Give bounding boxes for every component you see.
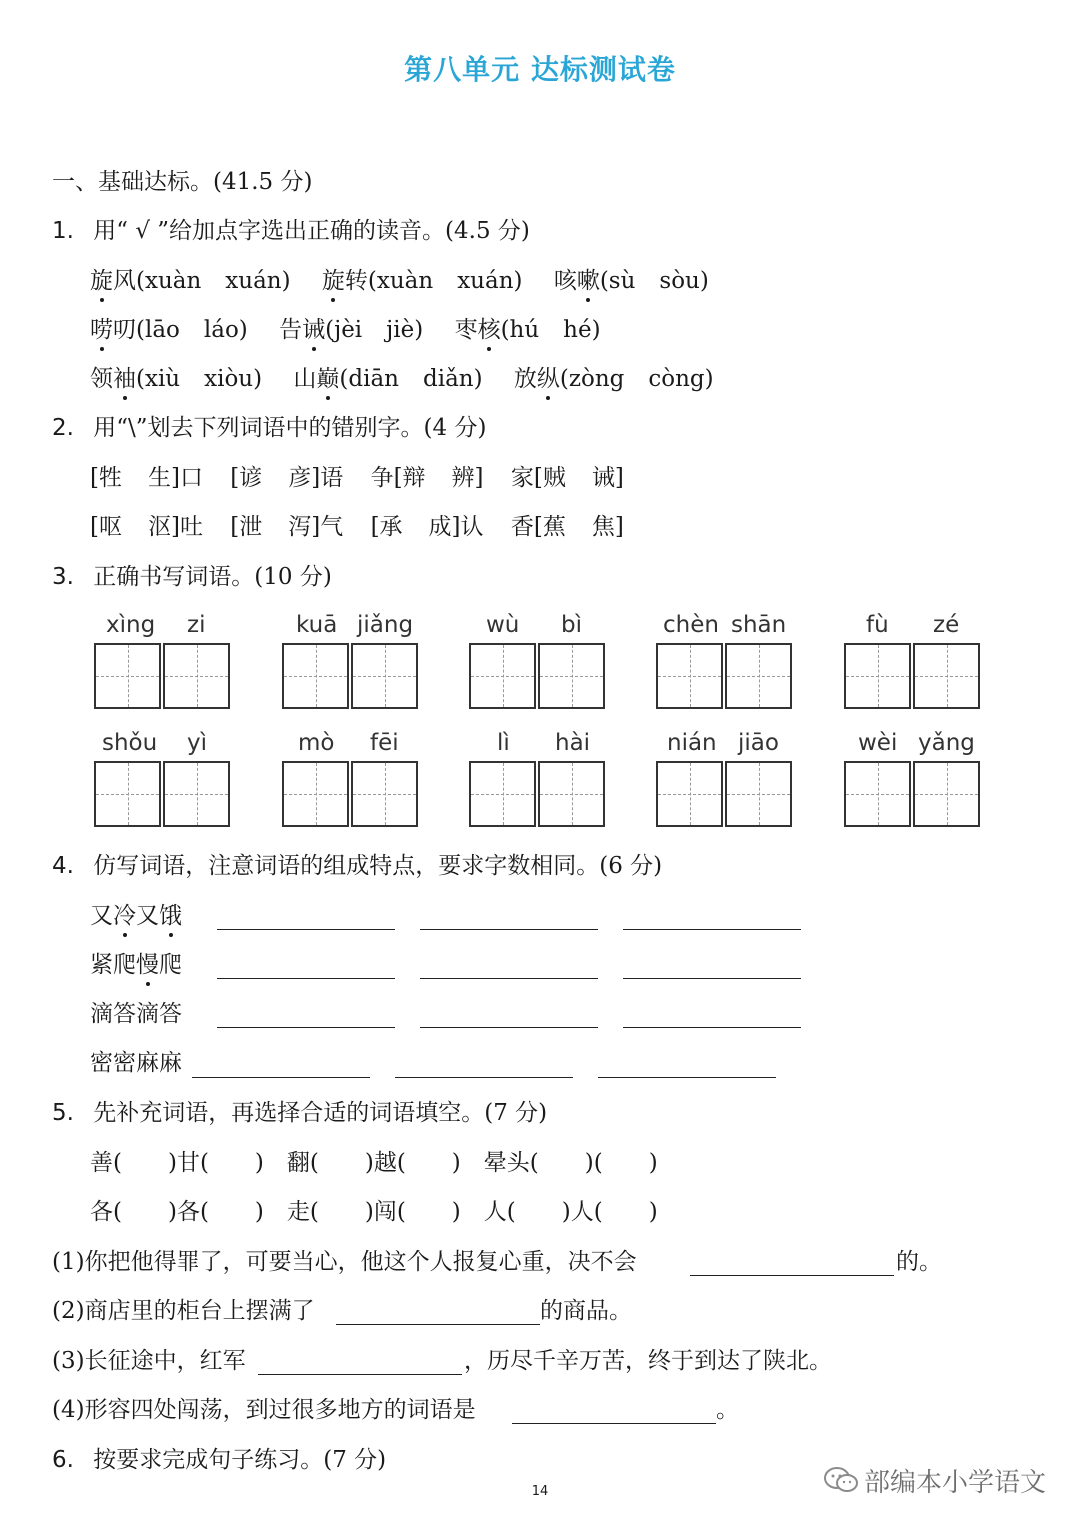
section-heading: 一、基础达标。(41.5 分) bbox=[52, 169, 313, 195]
q2-item: 沤]吐 bbox=[147, 514, 203, 540]
q2-item: 争[辩 bbox=[370, 465, 426, 491]
question-text: 仿写词语，注意词语的组成特点，要求字数相同。(6 分) bbox=[93, 853, 663, 879]
answer-blank[interactable] bbox=[420, 929, 598, 930]
q5-sentence-1b: 的。 bbox=[896, 1249, 942, 1275]
q1-row-2 bbox=[90, 314, 601, 346]
pinyin-label: yì bbox=[187, 730, 208, 756]
writing-grid[interactable] bbox=[469, 761, 536, 827]
page-title: 第八单元 达标测试卷 bbox=[404, 53, 676, 86]
pinyin-label: wù bbox=[486, 612, 520, 638]
q5-row-2: 各( )各( ) 走( )闯( ) 人( )人( ) bbox=[90, 1199, 658, 1225]
writing-grid[interactable] bbox=[913, 761, 980, 827]
question-text: 先补充词语，再选择合适的词语填空。(7 分) bbox=[93, 1100, 548, 1126]
pinyin-label: fù bbox=[866, 612, 889, 638]
pinyin-label: zi bbox=[187, 612, 206, 638]
pinyin-label: kuā bbox=[296, 612, 338, 638]
q1-item: 旋风(xuàn xuán) bbox=[90, 268, 291, 294]
answer-blank[interactable] bbox=[217, 1027, 395, 1028]
pinyin-label: mò bbox=[298, 730, 335, 756]
q5-sentence-4b: 。 bbox=[716, 1397, 739, 1423]
pinyin-label: jiāo bbox=[738, 730, 779, 756]
question-text: 正确书写词语。(10 分) bbox=[93, 564, 332, 590]
question-number: 5. bbox=[52, 1100, 74, 1126]
writing-grid[interactable] bbox=[351, 643, 418, 709]
q1-item: 山巅(diān diǎn) bbox=[293, 366, 482, 392]
q2-item: 家[贼 bbox=[510, 465, 566, 491]
writing-grid[interactable] bbox=[844, 643, 911, 709]
question-number: 6. bbox=[52, 1447, 74, 1473]
example-word: 又冷又饿 bbox=[90, 900, 182, 932]
question-5 bbox=[52, 1097, 547, 1129]
watermark-text: 部编本小学语文 bbox=[863, 1468, 1046, 1498]
question-number: 3. bbox=[52, 564, 74, 590]
q5-sentence-3a: (3)长征途中，红军 bbox=[52, 1348, 246, 1374]
writing-grid[interactable] bbox=[913, 643, 980, 709]
writing-grid[interactable] bbox=[725, 643, 792, 709]
question-number: 4. bbox=[52, 853, 74, 879]
q2-item: 成]认 bbox=[428, 514, 484, 540]
question-number: 1. bbox=[52, 218, 74, 244]
q1-item: 枣核(hú hé) bbox=[455, 317, 601, 343]
q2-item: 彦]语 bbox=[288, 465, 344, 491]
pinyin-label: fēi bbox=[370, 730, 399, 756]
answer-blank[interactable] bbox=[623, 1027, 801, 1028]
q2-item: [呕 bbox=[90, 514, 122, 540]
q5-sentence-2b: 的商品。 bbox=[540, 1298, 632, 1324]
answer-blank[interactable] bbox=[420, 978, 598, 979]
pinyin-label: lì bbox=[497, 730, 510, 756]
answer-blank[interactable] bbox=[623, 978, 801, 979]
question-2 bbox=[52, 412, 486, 444]
pinyin-label: wèi bbox=[858, 730, 898, 756]
writing-grid[interactable] bbox=[94, 643, 161, 709]
example-word: 紧爬慢爬 bbox=[90, 949, 182, 981]
q2-item: 诫] bbox=[591, 465, 624, 491]
q2-item: 焦] bbox=[591, 514, 624, 540]
q2-row-2 bbox=[90, 511, 624, 543]
watermark bbox=[824, 1462, 1046, 1501]
pinyin-label: chèn bbox=[663, 612, 719, 638]
q5-sentence-3b: ，历尽千辛万苦，终于到达了陕北。 bbox=[464, 1348, 832, 1374]
q2-item: 辨] bbox=[451, 465, 484, 491]
writing-grid[interactable] bbox=[94, 761, 161, 827]
answer-blank[interactable] bbox=[395, 1077, 573, 1078]
writing-grid[interactable] bbox=[163, 643, 230, 709]
question-3 bbox=[52, 561, 332, 593]
q1-item: 放纵(zòng còng) bbox=[514, 366, 714, 392]
q2-item: 香[蕉 bbox=[510, 514, 566, 540]
pinyin-label: zé bbox=[933, 612, 960, 638]
pinyin-label: bì bbox=[561, 612, 582, 638]
writing-grid[interactable] bbox=[656, 761, 723, 827]
answer-blank[interactable] bbox=[512, 1423, 716, 1424]
q1-item: 旋转(xuàn xuán) bbox=[322, 268, 523, 294]
q1-row-1 bbox=[90, 265, 709, 297]
q2-item: [牲 bbox=[90, 465, 122, 491]
q1-item: 告诫(jèi jiè) bbox=[279, 317, 423, 343]
pinyin-label: shǒu bbox=[102, 730, 158, 756]
pinyin-label: nián bbox=[667, 730, 717, 756]
writing-grid[interactable] bbox=[656, 643, 723, 709]
q5-sentence-1a: (1)你把他得罪了，可要当心，他这个人报复心重，决不会 bbox=[52, 1249, 637, 1275]
wechat-icon bbox=[824, 1466, 858, 1501]
pinyin-label: hài bbox=[555, 730, 591, 756]
question-text: 用“ √ ”给加点字选出正确的读音。(4.5 分) bbox=[93, 218, 530, 244]
example-word: 滴答滴答 bbox=[90, 1001, 182, 1027]
answer-blank[interactable] bbox=[258, 1374, 462, 1375]
writing-grid[interactable] bbox=[351, 761, 418, 827]
pinyin-label: yǎng bbox=[918, 730, 975, 756]
answer-blank[interactable] bbox=[336, 1324, 540, 1325]
question-number: 2. bbox=[52, 415, 74, 441]
question-1 bbox=[52, 215, 530, 247]
pinyin-label: jiǎng bbox=[357, 612, 414, 638]
writing-grid[interactable] bbox=[844, 761, 911, 827]
q2-item: [泄 bbox=[230, 514, 263, 540]
q2-item: 泻]气 bbox=[288, 514, 344, 540]
writing-grid[interactable] bbox=[282, 761, 349, 827]
q5-row-1: 善( )甘( ) 翻( )越( ) 晕头( )( ) bbox=[90, 1150, 658, 1176]
q2-item: [谚 bbox=[230, 465, 263, 491]
question-text: 用“\”划去下列词语中的错别字。(4 分) bbox=[93, 415, 487, 441]
answer-blank[interactable] bbox=[192, 1077, 370, 1078]
answer-blank[interactable] bbox=[690, 1275, 894, 1276]
q2-item: 生]口 bbox=[147, 465, 203, 491]
pinyin-label: xìng bbox=[106, 612, 156, 638]
question-text: 按要求完成句子练习。(7 分) bbox=[93, 1447, 387, 1473]
q2-item: [承 bbox=[370, 514, 403, 540]
writing-grid[interactable] bbox=[469, 643, 536, 709]
writing-grid[interactable] bbox=[538, 761, 605, 827]
writing-grid[interactable] bbox=[725, 761, 792, 827]
answer-blank[interactable] bbox=[623, 929, 801, 930]
writing-grid[interactable] bbox=[538, 643, 605, 709]
page-number: 14 bbox=[531, 1484, 549, 1499]
q1-item: 领袖(xiù xiòu) bbox=[90, 366, 262, 392]
q2-row-1 bbox=[90, 462, 624, 494]
answer-blank[interactable] bbox=[217, 978, 395, 979]
question-6 bbox=[52, 1444, 386, 1476]
q1-item: 唠叨(lāo láo) bbox=[90, 317, 248, 343]
writing-grid[interactable] bbox=[163, 761, 230, 827]
q5-sentence-4a: (4)形容四处闯荡，到过很多地方的词语是 bbox=[52, 1397, 476, 1423]
answer-blank[interactable] bbox=[598, 1077, 776, 1078]
q1-item: 咳嗽(sù sòu) bbox=[554, 268, 709, 294]
answer-blank[interactable] bbox=[420, 1027, 598, 1028]
question-4 bbox=[52, 850, 662, 882]
pinyin-label: shān bbox=[731, 612, 787, 638]
q1-row-3 bbox=[90, 363, 714, 395]
writing-grid[interactable] bbox=[282, 643, 349, 709]
example-word: 密密麻麻 bbox=[90, 1050, 182, 1076]
q5-sentence-2a: (2)商店里的柜台上摆满了 bbox=[52, 1298, 315, 1324]
answer-blank[interactable] bbox=[217, 929, 395, 930]
